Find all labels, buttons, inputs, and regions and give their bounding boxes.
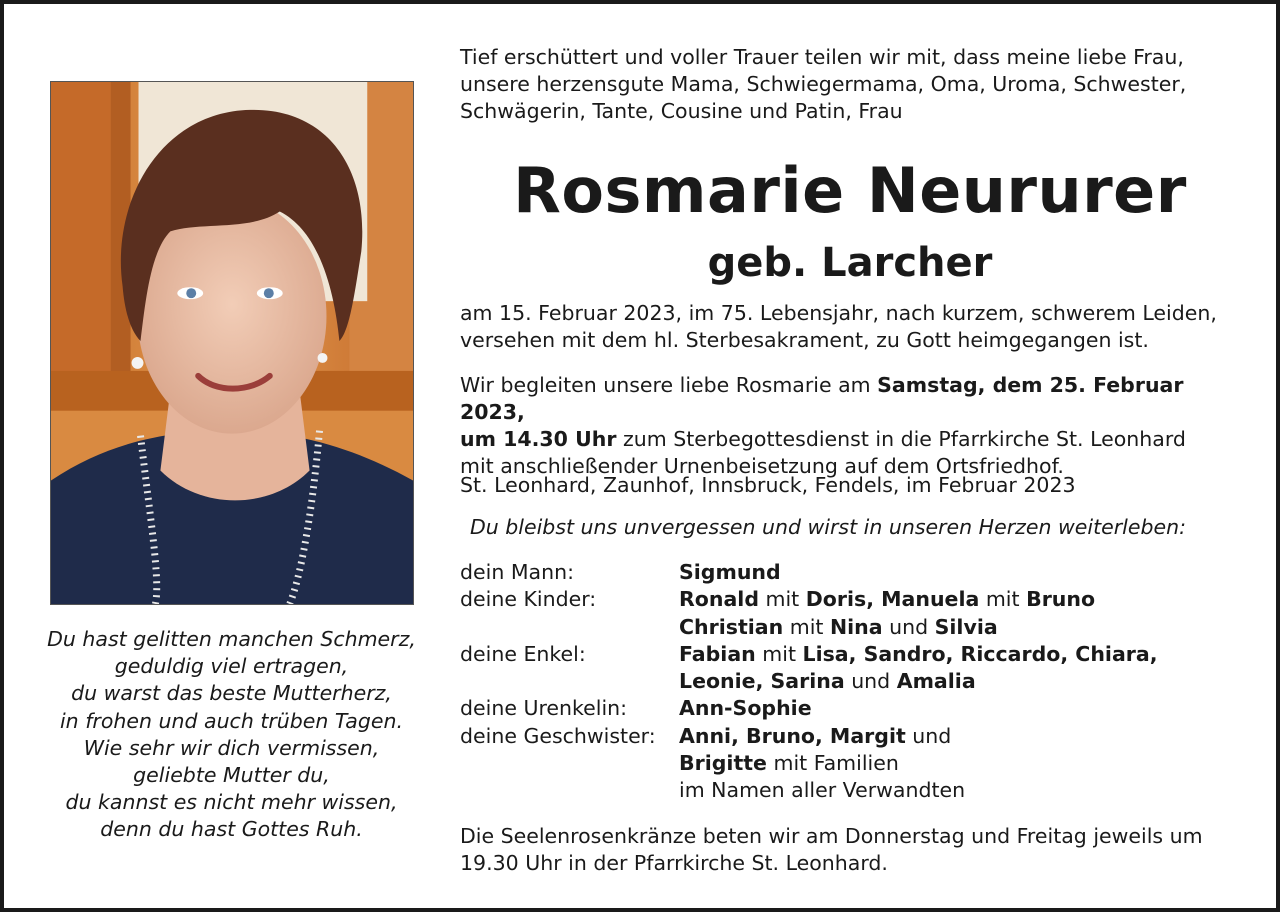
maiden-name: geb. Larcher bbox=[707, 240, 993, 286]
connector: und bbox=[905, 723, 952, 748]
connector: mit bbox=[759, 587, 806, 612]
family-row bbox=[460, 559, 1240, 586]
funeral-text: Wir begleiten unsere liebe Rosmarie am bbox=[460, 373, 878, 397]
intro-paragraph bbox=[460, 44, 1240, 128]
family-row bbox=[460, 723, 1240, 750]
poem-line: geduldig viel ertragen, bbox=[114, 654, 349, 679]
family-name: Ronald bbox=[679, 587, 759, 612]
relation-label: deine Urenkelin: bbox=[460, 696, 628, 721]
family-name: Amalia bbox=[896, 669, 976, 694]
poem-line: in frohen und auch trüben Tagen. bbox=[59, 708, 403, 733]
relation-label bbox=[460, 614, 679, 641]
poem-line: du kannst es nicht mehr wissen, bbox=[65, 790, 398, 815]
place-and-date: St. Leonhard, Zaunhof, Innsbruck, Fendels, im Februar 2023 bbox=[460, 473, 1076, 497]
family-name: Sigmund bbox=[679, 560, 781, 584]
relation-label bbox=[460, 668, 679, 695]
family-name: Leonie, Sarina bbox=[679, 669, 845, 694]
family-row bbox=[460, 614, 1240, 641]
family-name: Anni, Bruno, Margit bbox=[679, 723, 906, 748]
intro-line: unsere herzensgute Mama, Schwiegermama, Oma, Uroma, Schwester, bbox=[460, 72, 1187, 96]
connector: mit bbox=[755, 641, 803, 666]
relation-names bbox=[679, 559, 1240, 586]
portrait-illustration bbox=[51, 82, 413, 604]
connector: und bbox=[844, 669, 897, 694]
relation-names bbox=[679, 586, 1240, 613]
relation-names: im Namen aller Verwandten bbox=[679, 778, 966, 803]
deceased-name: Rosmarie Neururer bbox=[513, 154, 1187, 227]
family-name: Fabian bbox=[679, 641, 756, 666]
funeral-text: zum Sterbegottesdienst in die Pfarrkirche St. Leonhard bbox=[616, 427, 1186, 451]
family-row bbox=[460, 777, 1240, 804]
funeral-line bbox=[460, 426, 1240, 453]
intro-line: Schwägerin, Tante, Cousine und Patin, Frau bbox=[460, 99, 903, 123]
family-row bbox=[460, 586, 1240, 613]
relation-label: deine Enkel: bbox=[460, 641, 586, 666]
memorial-poem bbox=[24, 626, 439, 844]
relation-label bbox=[460, 777, 679, 804]
funeral-line: mit anschließender Urnenbeisetzung auf dem Ortsfriedhof. bbox=[460, 454, 1064, 478]
funeral-notice bbox=[460, 372, 1240, 480]
relation-names bbox=[679, 750, 1240, 777]
family-name: Ann-Sophie bbox=[679, 696, 812, 721]
family-row bbox=[460, 750, 1240, 777]
relation-names bbox=[679, 668, 1240, 695]
motto: Du bleibst uns unvergessen und wirst in unseren Herzen weiterleben: bbox=[470, 515, 1186, 539]
relation-label: deine Kinder: bbox=[460, 587, 597, 612]
family-name: Doris, Manuela bbox=[805, 587, 980, 612]
death-line: am 15. Februar 2023, im 75. Lebensjahr, nach kurzem, schwerem Leiden, bbox=[460, 301, 1217, 325]
relation-names bbox=[679, 723, 1240, 750]
rosary-notice bbox=[460, 823, 1240, 877]
connector: mit Familien bbox=[766, 751, 899, 776]
family-list bbox=[460, 559, 1240, 805]
rosary-line: 19.30 Uhr in der Pfarrkirche St. Leonhard. bbox=[460, 851, 888, 875]
family-row bbox=[460, 695, 1240, 722]
death-line: versehen mit dem hl. Sterbesakrament, zu Gott heimgegangen ist. bbox=[460, 328, 1149, 352]
connector: und bbox=[882, 614, 935, 639]
relation-names bbox=[679, 695, 1240, 722]
death-notice bbox=[460, 300, 1240, 354]
poem-line: du warst das beste Mutterherz, bbox=[71, 681, 392, 706]
obituary-text bbox=[460, 44, 1240, 875]
poem-line: Du hast gelitten manchen Schmerz, bbox=[47, 627, 416, 651]
funeral-line bbox=[460, 372, 1240, 426]
funeral-time: um 14.30 Uhr bbox=[460, 427, 617, 451]
relation-label: deine Geschwister: bbox=[460, 723, 656, 748]
family-name: Nina bbox=[829, 614, 883, 639]
family-row bbox=[460, 668, 1240, 695]
intro-line: Tief erschüttert und voller Trauer teilen wir mit, dass meine liebe Frau, bbox=[460, 45, 1184, 69]
poem-line: geliebte Mutter du, bbox=[133, 763, 330, 788]
relation-label: dein Mann: bbox=[460, 560, 574, 584]
connector: mit bbox=[979, 587, 1027, 612]
family-name: Brigitte bbox=[679, 751, 767, 776]
connector: mit bbox=[783, 614, 830, 639]
poem-line: denn du hast Gottes Ruh. bbox=[100, 817, 363, 842]
family-name: Bruno bbox=[1026, 587, 1096, 612]
poem-line: Wie sehr wir dich vermissen, bbox=[83, 735, 380, 760]
family-name: Christian bbox=[679, 614, 784, 639]
family-name: Silvia bbox=[934, 614, 998, 639]
rosary-line: Die Seelenrosenkränze beten wir am Donnerstag und Freitag jeweils um bbox=[460, 824, 1203, 848]
relation-names bbox=[679, 641, 1240, 668]
funeral-date: Samstag, dem 25. Februar 2023, bbox=[460, 373, 1184, 424]
family-name: Lisa, Sandro, Riccardo, Chiara, bbox=[802, 641, 1158, 666]
relation-label bbox=[460, 750, 679, 777]
relation-names bbox=[679, 614, 1240, 641]
family-row bbox=[460, 641, 1240, 668]
portrait-photo bbox=[50, 81, 414, 605]
